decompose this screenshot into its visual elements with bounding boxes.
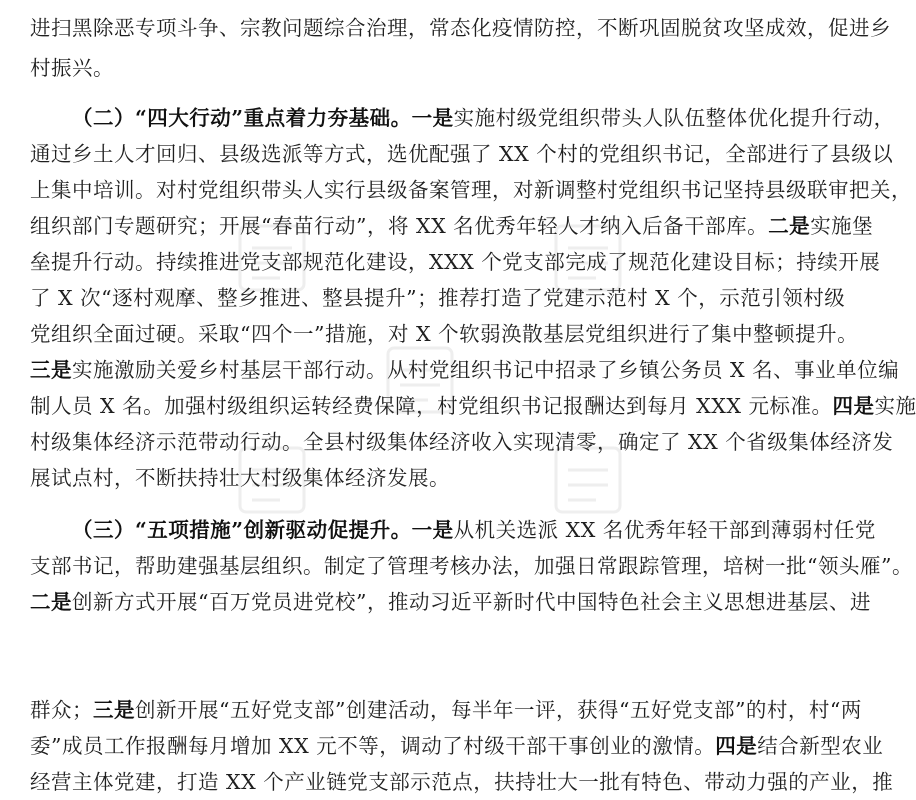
paragraph-line: 上集中培训。对村党组织带头人实行县级备案管理，对新调整村党组织书记坚持县级联审把关，: [30, 178, 912, 202]
section-heading: （二）“四大行动”重点着力夯基础。: [72, 106, 412, 130]
paragraph-line: 村振兴。: [30, 56, 114, 80]
paragraph-line: 通过乡土人才回归、县级选派等方式，选优配强了 XX 个村的党组织书记，全部进行了县级以: [30, 142, 894, 166]
paragraph-line: 支部书记，帮助建强基层组织。制定了管理考核办法，加强日常跟踪管理，培树一批“领头雁”。: [30, 554, 913, 578]
paragraph-line: 委”成员工作报酬每月增加 XX 元不等，调动了村级干部干事创业的激情。四是结合新型农业: [30, 734, 884, 758]
section-heading-line: （三）“五项措施”创新驱动促提升。一是从机关选派 XX 名优秀年轻干部到薄弱村任党: [72, 518, 876, 542]
section-heading-line: （二）“四大行动”重点着力夯基础。一是实施村级党组织带头人队伍整体优化提升行动，: [72, 106, 895, 130]
paragraph-line: 垒提升行动。持续推进党支部规范化建设，XXX 个党支部完成了规范化建设目标；持续开展: [30, 250, 881, 274]
paragraph-line: 展试点村，不断扶持壮大村级集体经济发展。: [30, 466, 450, 490]
section-heading: （三）“五项措施”创新驱动促提升。: [72, 518, 412, 542]
paragraph-line: 三是实施激励关爱乡村基层干部行动。从村党组织书记中招录了乡镇公务员 X 名、事业单位编: [30, 358, 900, 382]
paragraph-line: 进扫黑除恶专项斗争、宗教问题综合治理，常态化疫情防控，不断巩固脱贫攻坚成效，促进乡: [30, 16, 891, 40]
page-break-gap: [0, 634, 800, 674]
paragraph-line: 了 X 次“逐村观摩、整乡推进、整县提升”；推荐打造了党建示范村 X 个，示范引领村级: [30, 286, 846, 310]
paragraph-line: 二是创新方式开展“百万党员进党校”，推动习近平新时代中国特色社会主义思想进基层、进: [30, 590, 871, 614]
paragraph-line: 经营主体党建，打造 XX 个产业链党支部示范点，扶持壮大一批有特色、带动力强的产业，推: [30, 770, 894, 794]
paragraph-line: 群众；三是创新开展“五好党支部”创建活动，每半年一评，获得“五好党支部”的村，村“两: [30, 698, 862, 722]
paragraph-line: 党组织全面过硬。采取“四个一”措施，对 X 个软弱涣散基层党组织进行了集中整顿提升。: [30, 322, 859, 346]
paragraph-line: 村级集体经济示范带动行动。全县村级集体经济收入实现清零，确定了 XX 个省级集体经济发: [30, 430, 894, 454]
paragraph-line: 组织部门专题研究；开展“春苗行动”，将 XX 名优秀年轻人才纳入后备干部库。二是实施堡: [30, 214, 874, 238]
paragraph-line: 制人员 X 名。加强村级组织运转经费保障，村党组织书记报酬达到每月 XXX 元标准。四是实施: [30, 394, 916, 418]
